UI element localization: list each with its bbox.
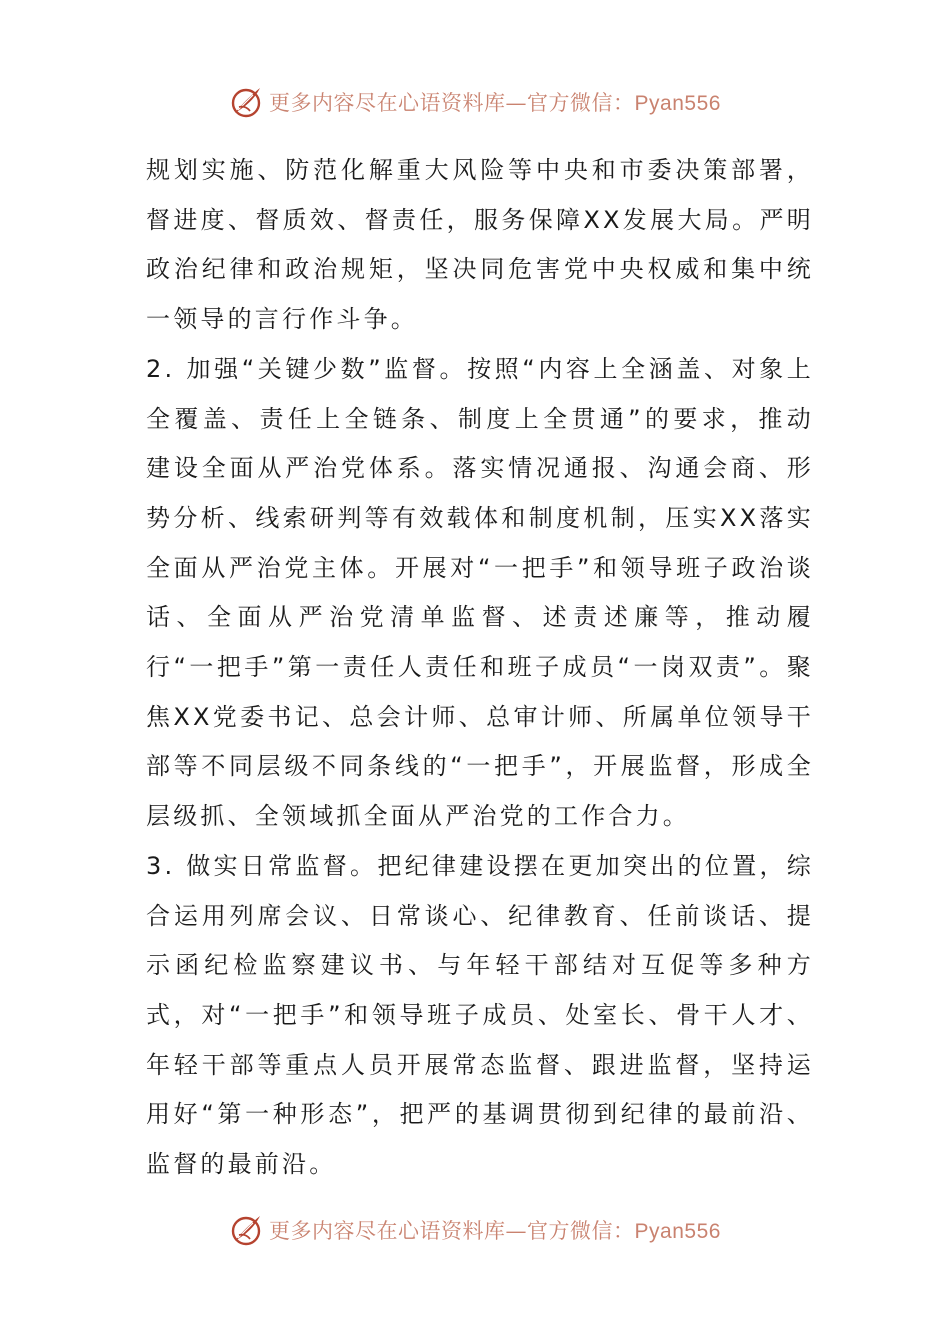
paragraph-key-minority-supervision: 2. 加强“关键少数”监督。按照“内容上全涵盖、对象上全覆盖、责任上全链条、制度上全贯通”的要求，推动建设全面从严治党体系。落实情况通报、沟通会商、形势分析、线索研判等有效载体和制度机制，压实XX落实全面从严治党主体。开展对“一把手”和领导班子政治谈话、全面从严治党清单监督、述责述廉等，推动履行“一把手”第一责任人责任和班子成员“一岗双责”。聚焦XX党委书记、总会计师、总审计师、所属单位领导干部等不同层级不同条线的“一把手”，开展监督，形成全层级抓、全领域抓全面从严治党的工作合力。 — [146, 354, 814, 831]
document-body — [146, 146, 814, 1190]
paragraph-daily-supervision: 3. 做实日常监督。把纪律建设摆在更加突出的位置，综合运用列席会议、日常谈心、纪律教育、任前谈话、提示函纪检监察建议书、与年轻干部结对互促等多种方式，对“一把手”和领导班子成员、处室长、骨干人才、年轻干部等重点人员开展常态监督、跟进监督，坚持运用好“第一种形态”，把严的基调贯彻到纪律的最前沿、监督的最前沿。 — [146, 851, 814, 1179]
header-watermark-banner — [0, 82, 950, 122]
footer-banner-text — [269, 1215, 721, 1245]
footer-wechat-id: Pyan556 — [634, 1220, 721, 1243]
header-banner-text — [269, 87, 721, 117]
footer-banner-label: 更多内容尽在心语资料库—官方微信： — [269, 1219, 635, 1243]
quill-logo-icon — [229, 85, 263, 119]
header-banner-label: 更多内容尽在心语资料库—官方微信： — [269, 91, 635, 115]
quill-logo-icon — [229, 1213, 263, 1247]
paragraph-continuation: 规划实施、防范化解重大风险等中央和市委决策部署，督进度、督质效、督责任，服务保障XX发展大局。严明政治纪律和政治规矩，坚决同危害党中央权威和集中统一领导的言行作斗争。 — [146, 156, 814, 334]
footer-watermark-banner — [0, 1210, 950, 1250]
header-wechat-id: Pyan556 — [634, 92, 721, 115]
